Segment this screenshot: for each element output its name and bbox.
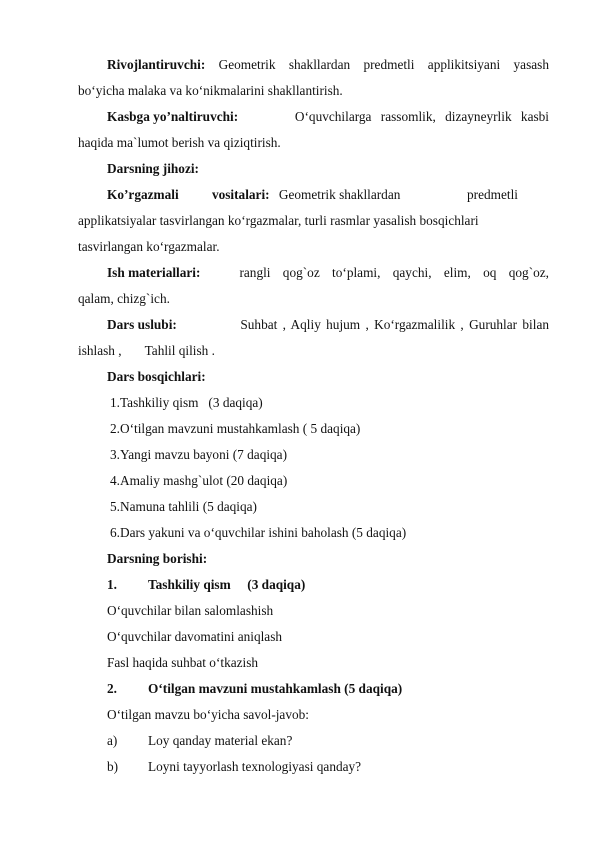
ish-line (107, 265, 549, 281)
bosqich-item: 5.Namuna tahlili (5 daqiqa) (110, 499, 257, 514)
bosqich-item: 2.O‘tilgan mavzuni mustahkamlash ( 5 daqiqa) (110, 421, 361, 436)
rivojlantiruvchi-line (107, 57, 549, 73)
section-1-line: Fasl haqida suhbat o‘tkazish (107, 655, 259, 670)
bosqich-item: 1.Tashkiliy qism (3 daqiqa) (110, 395, 263, 410)
bosqich-item: 6.Dars yakuni va o‘quvchilar ishini baholash (5 daqiqa) (110, 525, 407, 540)
korgazmali-label: Ko’rgazmali vositalari: (107, 187, 270, 202)
question-b-marker: b) (107, 759, 119, 774)
kasb-line-2: haqida ma`lumot berish va qiziqtirish. (78, 135, 281, 150)
question-a-marker: a) (107, 733, 118, 748)
ish-label: Ish materiallari: (107, 265, 201, 280)
dars-uslubi-label: Dars uslubi: (107, 317, 177, 332)
dars-uslubi-text: Suhbat , Aqliy hujum , Ko‘rgazmalilik , Guruhlar bilan (240, 317, 549, 332)
bosqich-item: 3.Yangi mavzu bayoni (7 daqiqa) (110, 447, 288, 462)
dars-uslubi-line-2: ishlash , Tahlil qilish . (78, 343, 215, 358)
section-1-line: O‘quvchilar bilan salomlashish (107, 603, 274, 618)
question-a-text: Loy qanday material ekan? (148, 733, 293, 748)
borishi-heading: Darsning borishi: (107, 551, 208, 566)
korgazmali-text-a: Geometrik shakllardan (278, 187, 401, 202)
korgazmali-line-2: applikatsiyalar tasvirlangan ko‘rgazmalar, turli rasmlar yasalish bosqichlari (78, 213, 479, 228)
jihoz-heading: Darsning jihozi: (107, 161, 199, 176)
ish-text: rangli qog`oz to‘plami, qaychi, elim, oq qog`oz, (239, 265, 549, 280)
rivojlantiruvchi-line-2: bo‘yicha malaka va ko‘nikmalarini shakllantirish. (78, 83, 343, 98)
korgazmali-line (107, 187, 549, 203)
question-b-text: Loyni tayyorlash texnologiyasi qanday? (148, 759, 362, 774)
korgazmali-line-3: tasvirlangan ko‘rgazmalar. (78, 239, 220, 254)
ish-line-2: qalam, chizg`ich. (78, 291, 170, 306)
rivojlantiruvchi-label: Rivojlantiruvchi: (107, 57, 206, 72)
kasb-line (107, 109, 549, 125)
section-2-intro: O‘tilgan mavzu bo‘yicha savol-javob: (107, 707, 309, 722)
section-2-number: 2. (107, 681, 117, 696)
bosqich-item: 4.Amaliy mashg`ulot (20 daqiqa) (110, 473, 288, 488)
korgazmali-text-b: predmetli (467, 187, 518, 202)
section-1-title: Tashkiliy qism (3 daqiqa) (148, 577, 306, 592)
rivojlantiruvchi-text: Geometrik shakllardan predmetli applikitsiyani yasash (218, 57, 549, 72)
dars-uslubi-line (107, 317, 549, 333)
bosqichlari-heading: Dars bosqichlari: (107, 369, 206, 384)
kasb-text: O‘quvchilarga rassomlik, dizayneyrlik kasbi (294, 109, 549, 124)
section-2-title: O‘tilgan mavzuni mustahkamlash (5 daqiqa) (148, 681, 403, 696)
section-1-line: O‘quvchilar davomatini aniqlash (107, 629, 283, 644)
kasb-label: Kasbga yo’naltiruvchi: (107, 109, 239, 124)
section-1-number: 1. (107, 577, 117, 592)
